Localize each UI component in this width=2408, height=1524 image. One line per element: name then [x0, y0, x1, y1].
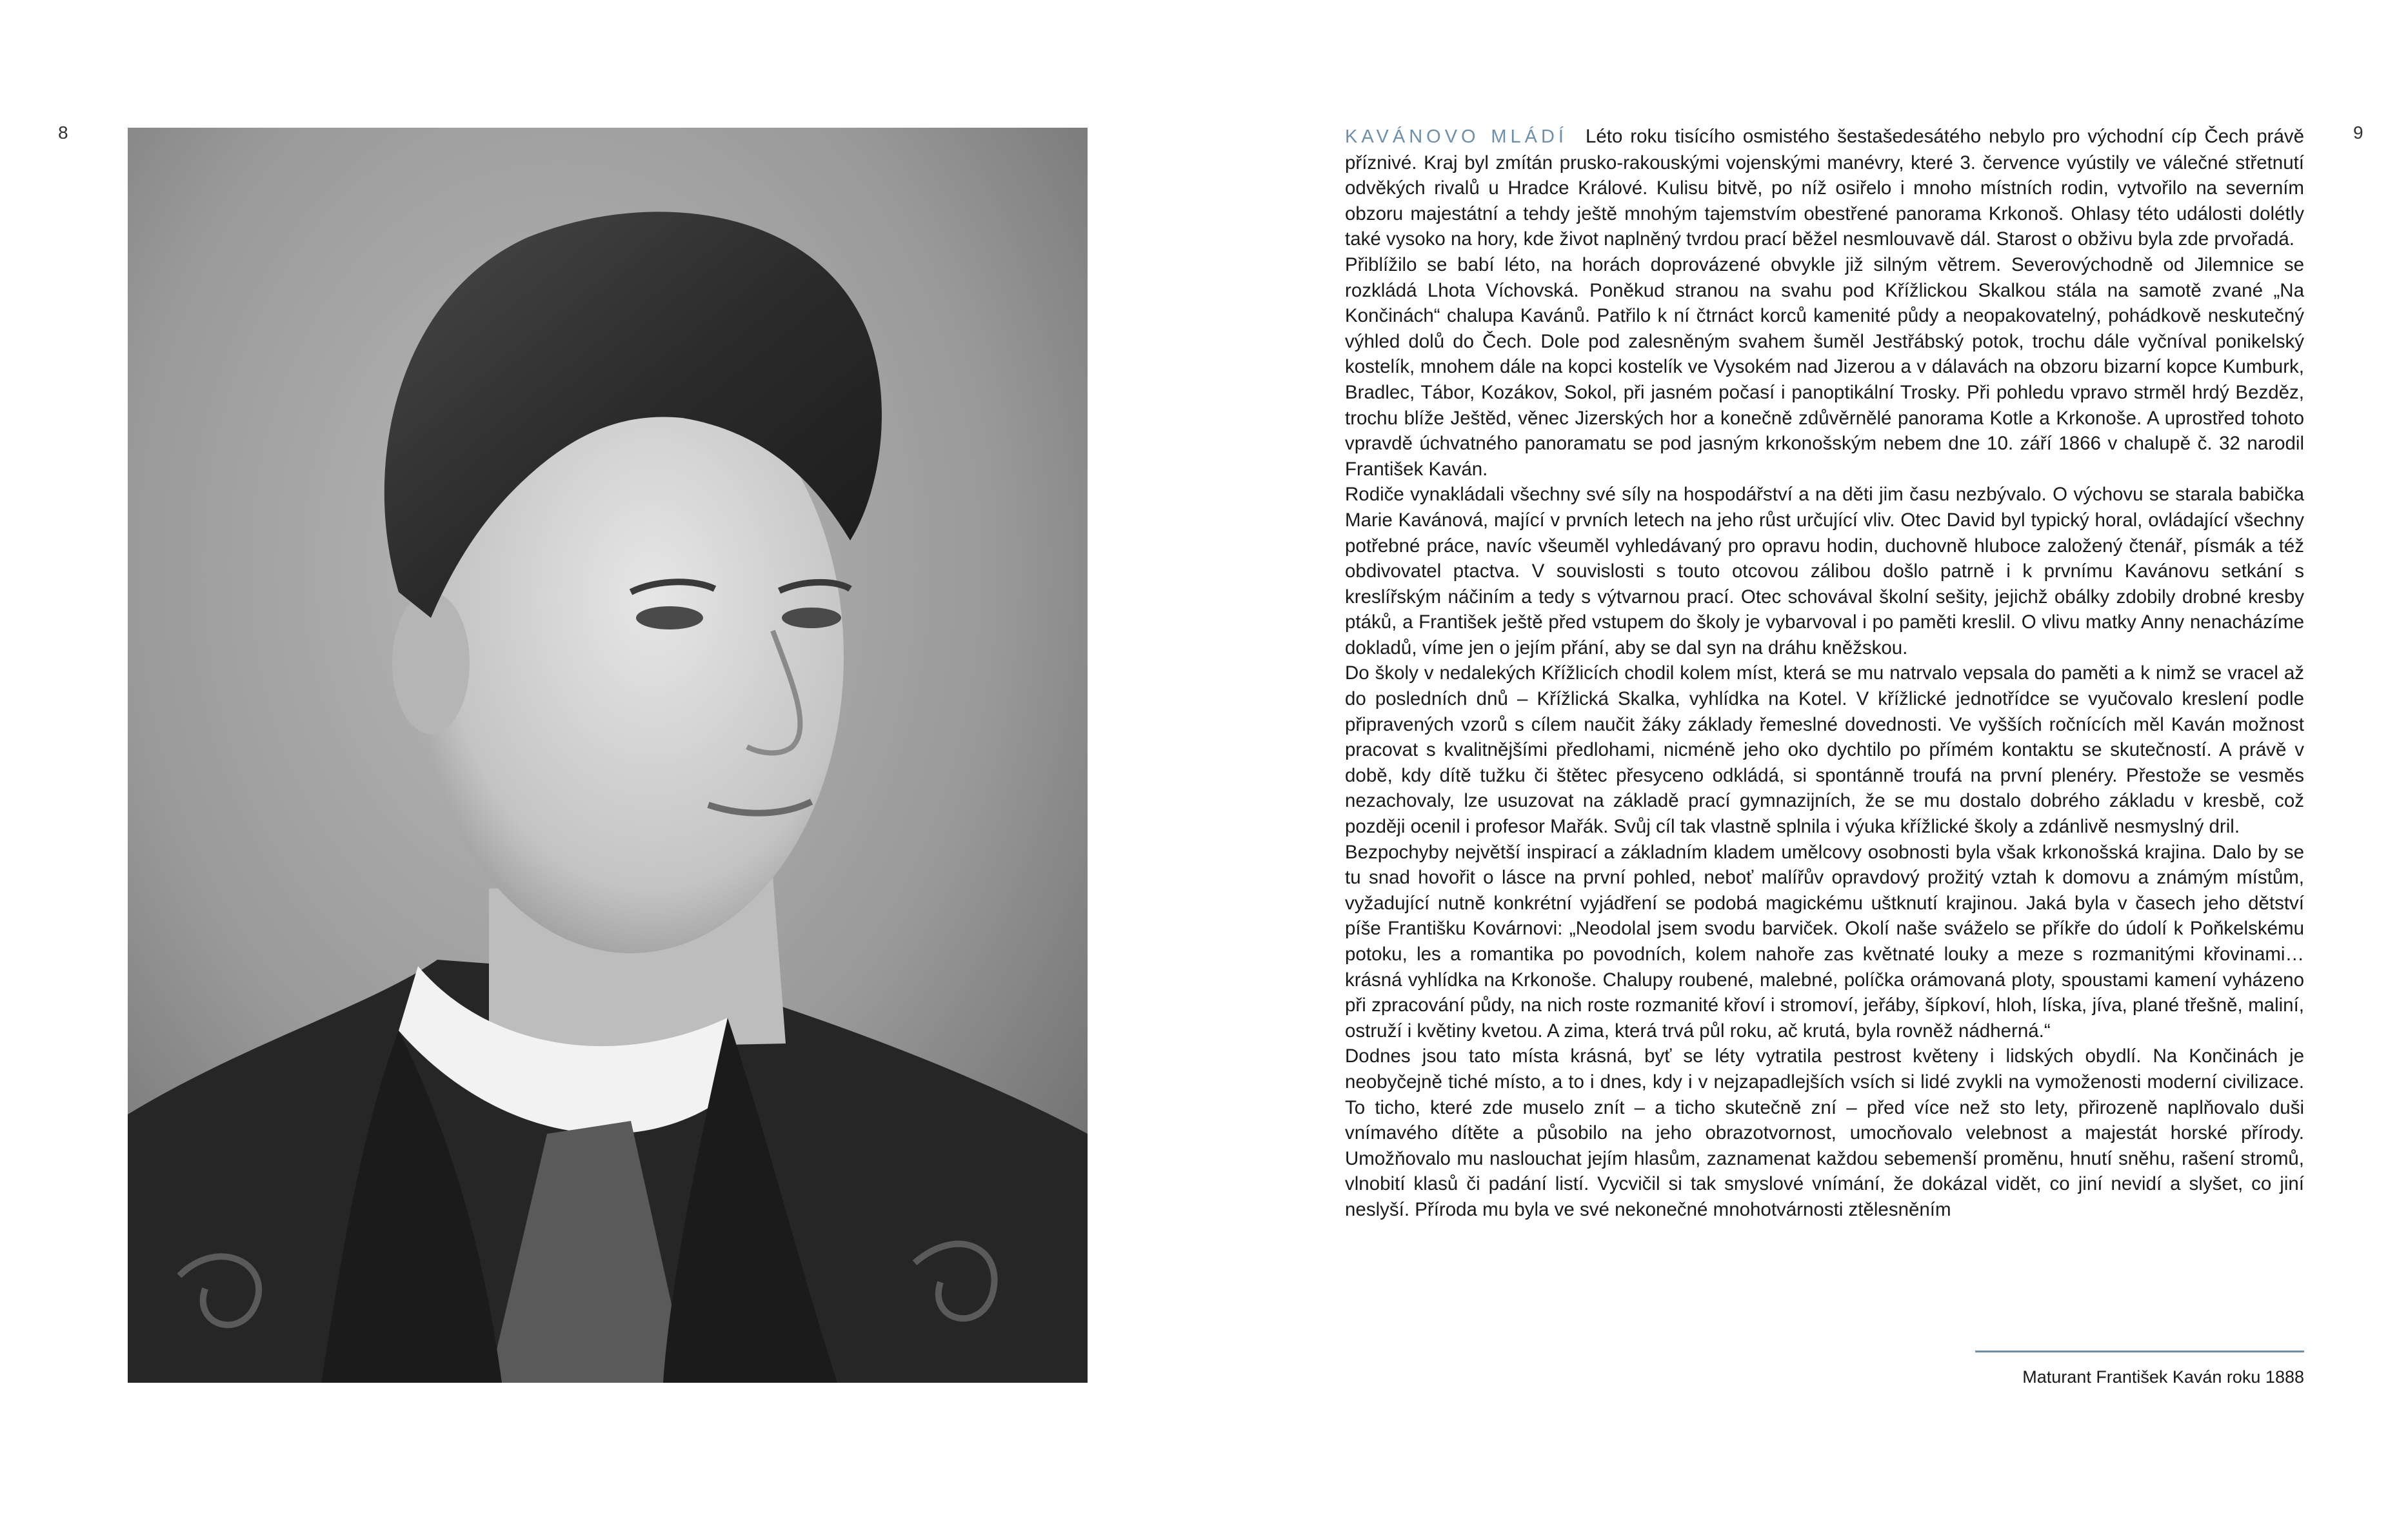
- portrait-illustration: [128, 128, 1088, 1383]
- photo-caption: Maturant František Kaván roku 1888: [2022, 1367, 2304, 1387]
- paragraph-3: Rodiče vynakládali všechny své síly na hospodářství a na děti jim času nezbývalo. O výchovu se starala babička Marie Kavánová, mající v prvních letech na jeho růst určující vliv. Otec David byl typický horal, ovládající všechny potřebné práce, navíc všeuměl vyhledávaný pro opravu hodin, duchovně hluboce založený čtenář, písmák a též obdivovatel ptactva. V souvislosti s touto otcovou zálibou došlo patrně i k prvnímu Kavánovu setkání s kreslířským náčiním a tedy s výtvarnou prací. Otec schovával školní sešity, jejichž obálky zdobily drobné kresby ptáků, a František ještě před vstupem do školy je vybarvoval i po paměti kreslil. O vlivu matky Anny nenacházíme dokladů, víme jen o jejím přání, aby se dal syn na dráhu kněžskou.: [1345, 484, 2304, 658]
- page-number-left: 8: [58, 123, 68, 143]
- paragraph-2: Přiblížilo se babí léto, na horách doprovázené obvykle již silným větrem. Severovýchodně od Jilemnice se rozkládá Lhota Víchovská. Poněkud stranou na svahu pod Křížlickou Skalkou stála na samotě zvané „Na Končinách“ chalupa Kavánů. Patřilo k ní čtrnáct korců kamenité půdy a neopakovatelný, pohádkově neskutečný výhled dolů do Čech. Dole pod zalesněným svahem šuměl Jestřábský potok, trochu dále vyčníval ponikelský kostelík, mnohem dále na kopci kostelík ve Vysokém nad Jizerou a v dálavách na obzoru bizarní kopce Kumburk, Bradlec, Tábor, Kozákov, Sokol, při jasném počasí i panoptikální Trosky. Při pohledu vpravo strměl hrdý Bezděz, trochu blíže Ještěd, věnec Jizerských hor a konečně zdůvěrnělé panorama Kotle a Krkonoše. A uprostřed tohoto vpravdě úchvatného panoramatu se pod jasným krkonošským nebem dne 10. září 1866 v chalupě č. 32 narodil František Kaván.: [1345, 253, 2304, 480]
- paragraph-6: Dodnes jsou tato místa krásná, byť se léty vytratila pestrost květeny i lidských obydlí. Na Končinách je neobyčejně tiché místo, a to i dnes, kdy i v nejzapadlejších vsích si lidé zvykli na vymoženosti moderní civilizace. To ticho, které zde muselo znít – a ticho skutečně zní – před více než sto lety, přirozeně naplňovalo duši vnímavého dítěte a působilo na jeho obrazotvornost, umocňovalo velebnost a majestát horské přírody. Umožňovalo mu naslouchat jejím hlasům, zaznamenat každou sebemenší proměnu, hnutí sněhu, rašení stromů, vlnobití klasů či padání listí. Vycvičil si tak smyslové vnímání, že dokázal vidět, co jiní nevidí a slyšet, co jiní neslyší. Příroda mu byla ve své nekonečné mnohotvárnosti ztělesněním: [1345, 1045, 2304, 1220]
- page-number-right: 9: [2353, 123, 2363, 143]
- caption-rule: [1975, 1351, 2304, 1352]
- section-title: KAVÁNOVO MLÁDÍ: [1345, 126, 1567, 147]
- portrait-photo: [128, 128, 1088, 1383]
- paragraph-1-text: Léto roku tisícího osmistého šestašedesátého nebylo pro východní cíp Čech právě příznivé. Kraj byl zmítán prusko-rakouskými vojenskými manévry, které 3. července vyústily ve válečné střetnutí odvěkých rivalů u Hradce Králové. Kulisu bitvě, po níž osiřelo i mnoho místních rodin, vytvořilo na severním obzoru majestátní a tehdy ještě mnohým tajemstvím obestřené panorama Krkonoš. Ohlasy této události dolétly také vysoko na hory, kde život naplněný tvrdou prací běžel nesmlouvavě dál. Starost o obživu byla zde prvořadá.: [1345, 126, 2305, 250]
- paragraph-1: [1345, 124, 2304, 252]
- paragraph-5: Bezpochyby největší inspirací a základním kladem umělcovy osobnosti byla však krkonošská krajina. Dalo by se tu snad hovořit o lásce na první pohled, neboť malířův opravdový prožitý vztah k domovu a známým místům, vyžadující nutně konkrétní vyjádření se podobá magickému uštknutí krajinou. Jaká byla v časech jeho dětství píše Františku Kovárnovi: „Neodolal jsem svodu barviček. Okolí naše sváželo se příkře do údolí k Poňkelskému potoku, les a romantika po povodních, kolem nahoře zas květnaté louky a meze s rozmanitými křovinami… krásná vyhlídka na Krkonoše. Chalupy roubené, malebné, políčka orámovaná ploty, spoustami kamení vyházeno při zpracování půdy, na nich roste rozmanité křoví i stromoví, jeřáby, šípkoví, hloh, líska, jíva, plané třešně, maliní, ostruží i květiny kvetou. A zima, která trvá půl roku, ač krutá, byla rovněž nádherná.“: [1345, 841, 2304, 1042]
- article-text: [1345, 124, 2304, 1223]
- paragraph-4: Do školy v nedalekých Křížlicích chodil kolem míst, která se mu natrvalo vepsala do paměti a k nimž se vracel až do posledních dnů – Křížlická Skalka, vyhlídka na Kotel. V křížlické jednotřídce se vyučovalo kreslení podle připravených vzorů s cílem naučit žáky základy řemeslné dovednosti. Ve vyšších ročnících měl Kaván možnost pracovat s kvalitnějšími předlohami, nicméně jeho oko dychtilo po přímém kontaktu se skutečností. A právě v době, kdy dítě tužku či štětec přesyceno odkládá, si spontánně troufá na první plenéry. Přestože se vesměs nezachovaly, lze usuzovat na základě prací gymnazijních, že se mu dostalo dobrého základu v kresbě, což později ocenil i profesor Mařák. Svůj cíl tak vlastně splnila i výuka křížlické školy a zdánlivě nesmyslný dril.: [1345, 662, 2304, 838]
